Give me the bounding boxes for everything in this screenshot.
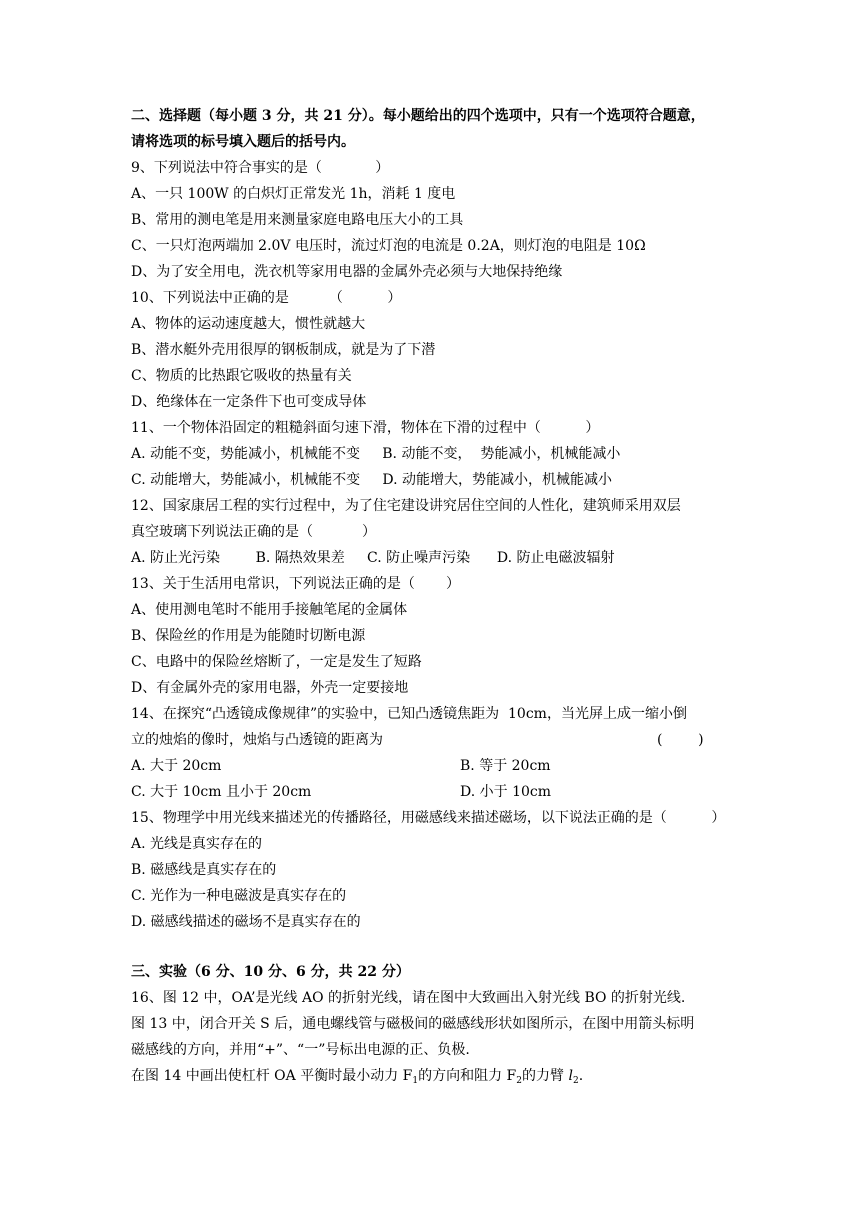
q14-answer-bracket: ( ) xyxy=(657,732,704,748)
arm-subscript: 2 xyxy=(572,1076,579,1086)
q15-option-b: B. 磁感线是真实存在的 xyxy=(131,862,277,878)
section3-header: 三、实验（6 分、10 分、6 分，共 22 分） xyxy=(131,964,410,980)
q16-line4-text-mid: 的方向和阻力 F xyxy=(418,1068,517,1084)
q15-option-d: D. 磁感线描述的磁场不是真实存在的 xyxy=(131,914,361,930)
q14-option-a: A. 大于 20cm xyxy=(131,758,222,774)
lever-arm-symbol: l xyxy=(568,1068,573,1084)
q11-options-ab: A. 动能不变，势能减小，机械能不变 B. 动能不变， 势能减小，机械能减小 xyxy=(131,446,621,462)
q14-stem-line1: 14、在探究“凸透镜成像规律”的实验中，已知凸透镜焦距为 10cm，当光屏上成一缩小倒 xyxy=(131,706,687,722)
q16-line4-text-pre: 在图 14 中画出使杠杆 OA 平衡时最小动力 F xyxy=(131,1068,413,1084)
q15-stem: 15、物理学中用光线来描述光的传播路径，用磁感线来描述磁场，以下说法正确的是（ ） xyxy=(131,810,726,826)
q12-stem-line2: 真空玻璃下列说法正确的是（ ） xyxy=(131,524,376,540)
q16-line4 xyxy=(131,1066,583,1086)
q9-option-c: C、一只灯泡两端加 2.0V 电压时，流过灯泡的电流是 0.2A，则灯泡的电阻是 10Ω xyxy=(131,238,646,254)
q14-option-d: D. 小于 10cm xyxy=(460,784,552,800)
q11-stem: 11、一个物体沿固定的粗糙斜面匀速下滑，物体在下滑的过程中（ ） xyxy=(131,420,600,436)
q13-stem: 13、关于生活用电常识，下列说法正确的是（ ） xyxy=(131,576,460,592)
q15-option-a: A. 光线是真实存在的 xyxy=(131,836,263,852)
q9-option-b: B、常用的测电笔是用来测量家庭电路电压大小的工具 xyxy=(131,212,464,228)
q16-line1: 16、图 12 中，OA’是光线 AO 的折射光线，请在图中大致画出入射光线 BO 的折射光线. xyxy=(131,990,686,1006)
q13-option-a: A、使用测电笔时不能用手接触笔尾的金属体 xyxy=(131,602,408,618)
q16-line4-text-post: 的力臂 xyxy=(522,1068,569,1084)
q10-option-d: D、绝缘体在一定条件下也可变成导体 xyxy=(131,394,367,410)
q14-stem-line2: 立的烛焰的像时，烛焰与凸透镜的距离为 xyxy=(131,732,383,748)
f2-subscript: 2 xyxy=(516,1076,523,1086)
q14-option-b: B. 等于 20cm xyxy=(460,758,551,774)
q10-option-a: A、物体的运动速度越大，惯性就越大 xyxy=(131,316,366,332)
q13-option-c: C、电路中的保险丝熔断了，一定是发生了短路 xyxy=(131,654,422,670)
q16-line4-end: . xyxy=(578,1068,584,1084)
q15-option-c: C. 光作为一种电磁波是真实存在的 xyxy=(131,888,347,904)
q10-stem: 10、下列说法中正确的是 （ ） xyxy=(131,290,402,306)
q10-option-c: C、物质的比热跟它吸收的热量有关 xyxy=(131,368,352,384)
q11-options-cd: C. 动能增大，势能减小，机械能不变 D. 动能增大，势能减小，机械能减小 xyxy=(131,472,612,488)
q16-line3: 磁感线的方向，并用“+”、“一”号标出电源的正、负极. xyxy=(131,1042,470,1058)
q13-option-d: D、有金属外壳的家用电器，外壳一定要接地 xyxy=(131,680,409,696)
q9-stem: 9、下列说法中符合事实的是（ ） xyxy=(131,160,390,176)
section2-header-line1: 二、选择题（每小题 3 分，共 21 分）。每小题给出的四个选项中，只有一个选项符合题意， xyxy=(131,108,705,124)
q12-stem-line1: 12、国家康居工程的实行过程中，为了住宅建设讲究居住空间的人性化，建筑师采用双层 xyxy=(131,498,681,514)
section2-header-line2: 请将选项的标号填入题后的括号内。 xyxy=(131,134,355,150)
q12-options: A. 防止光污染 B. 隔热效果差 C. 防止噪声污染 D. 防止电磁波辐射 xyxy=(131,550,615,566)
q16-line2: 图 13 中，闭合开关 S 后，通电螺线管与磁极间的磁感线形状如图所示，在图中用箭头标明 xyxy=(131,1016,695,1032)
q9-option-a: A、一只 100W 的白炽灯正常发光 1h，消耗 1 度电 xyxy=(131,186,456,202)
q10-option-b: B、潜水艇外壳用很厚的钢板制成，就是为了下潜 xyxy=(131,342,436,358)
q9-option-d: D、为了安全用电，洗衣机等家用电器的金属外壳必须与大地保持绝缘 xyxy=(131,264,563,280)
q13-option-b: B、保险丝的作用是为能随时切断电源 xyxy=(131,628,366,644)
f1-subscript: 1 xyxy=(412,1076,419,1086)
q14-option-c: C. 大于 10cm 且小于 20cm xyxy=(131,784,312,800)
